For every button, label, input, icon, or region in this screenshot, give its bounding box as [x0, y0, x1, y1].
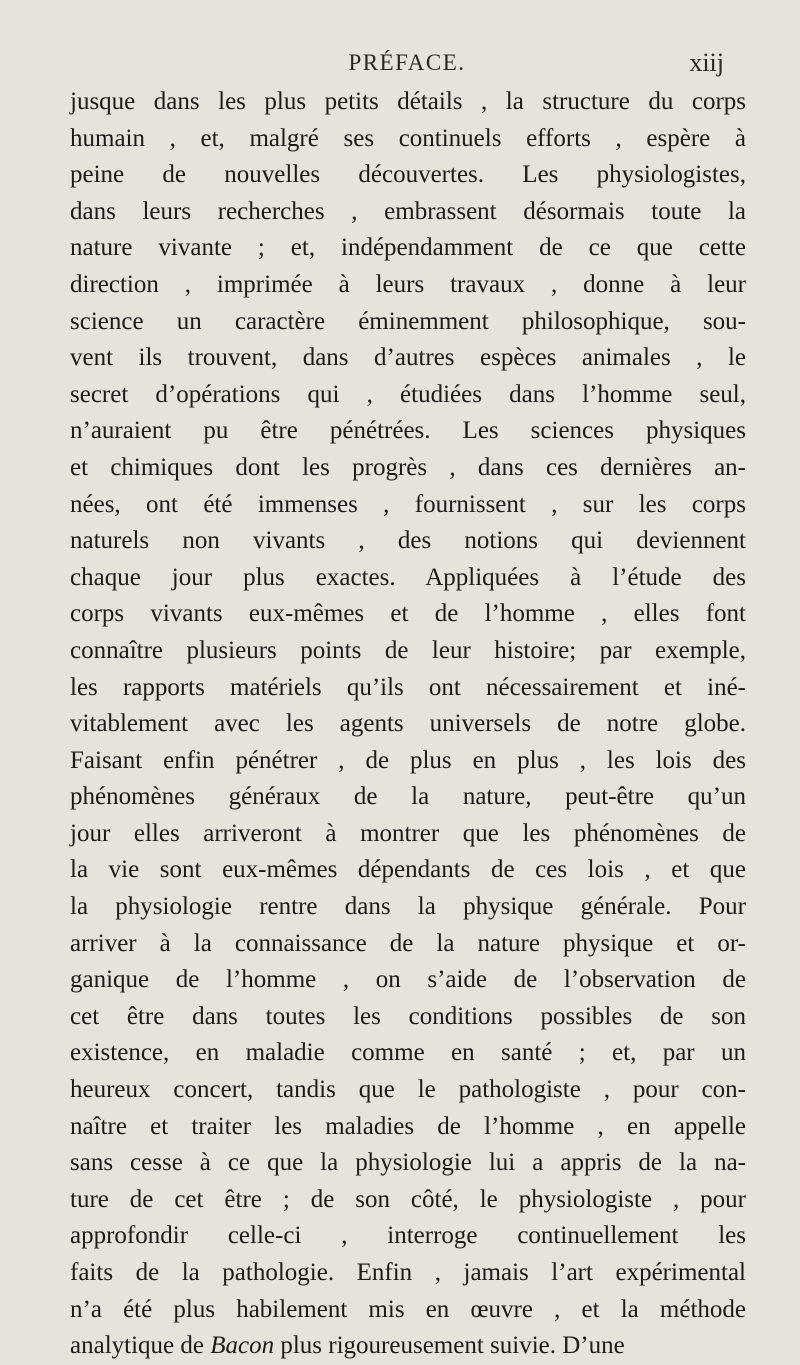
text-line: et chimiques dont les progrès , dans ces dernières an- — [70, 453, 746, 481]
text-line: jusque dans les plus petits détails , la structure du corps — [70, 88, 746, 115]
text-line: arriver à la connaissance de la nature physique et or- — [70, 929, 746, 957]
text-line: Faisant enfin pénétrer , de plus en plus , les lois des — [70, 746, 746, 774]
text-line: science un caractère éminemment philosophique, sou- — [70, 307, 746, 335]
text-line: dans leurs recherches , embrassent désormais toute la — [70, 197, 746, 225]
italic-name: Bacon — [210, 1332, 275, 1360]
text-run: analytique de — [70, 1332, 211, 1360]
text-line: nature vivante ; et, indépendamment de ce que cette — [70, 234, 746, 262]
text-line: ganique de l’homme , on s’aide de l’observation de — [70, 966, 746, 994]
text-line: direction , imprimée à leurs travaux , donne à leur — [70, 270, 746, 298]
running-head — [70, 0, 744, 84]
text-line: cet être dans toutes les conditions possibles de son — [70, 1002, 746, 1030]
text-line: naître et traiter les maladies de l’homme , en appelle — [70, 1112, 746, 1140]
text-line: approfondir celle-ci , interroge continuellement les — [70, 1222, 746, 1250]
text-line: connaître plusieurs points de leur histoire; par exemple, — [70, 636, 746, 664]
text-line: peine de nouvelles découvertes. Les physiologistes, — [70, 161, 746, 189]
text-line-last — [70, 1328, 746, 1365]
text-line: ture de cet être ; de son côté, le physiologiste , pour — [70, 1185, 746, 1213]
text-line: la physiologie rentre dans la physique générale. Pour — [70, 893, 746, 921]
text-line: existence, en maladie comme en santé ; et, par un — [70, 1039, 746, 1067]
text-line: humain , et, malgré ses continuels efforts , espère à — [70, 124, 746, 152]
text-line: phénomènes généraux de la nature, peut-être qu’un — [70, 783, 746, 811]
body-text — [70, 84, 746, 1365]
text-line: jour elles arriveront à montrer que les phénomènes de — [70, 819, 746, 847]
text-line: la vie sont eux-mêmes dépendants de ces lois , et que — [70, 856, 746, 884]
text-line: n’auraient pu être pénétrées. Les sciences physiques — [70, 417, 746, 445]
running-title: PRÉFACE. — [348, 50, 466, 75]
text-line: heureux concert, tandis que le pathologiste , pour con- — [70, 1076, 746, 1104]
text-line: secret d’opérations qui , étudiées dans l’homme seul, — [70, 380, 746, 408]
text-line: corps vivants eux-mêmes et de l’homme , elles font — [70, 600, 746, 628]
text-line: naturels non vivants , des notions qui deviennent — [70, 527, 746, 555]
text-line: nées, ont été immenses , fournissent , sur les corps — [70, 490, 746, 518]
text-line: n’a été plus habilement mis en œuvre , et la méthode — [70, 1295, 746, 1323]
text-line: chaque jour plus exactes. Appliquées à l’étude des — [70, 563, 746, 591]
text-line: faits de la pathologie. Enfin , jamais l’art expérimental — [70, 1259, 746, 1286]
page-number: xiij — [689, 48, 724, 77]
text-run: plus rigoureusement suivie. D’une — [274, 1332, 625, 1360]
text-line: vent ils trouvent, dans d’autres espèces animales , le — [70, 344, 746, 372]
text-line: les rapports matériels qu’ils ont nécessairement et iné- — [70, 673, 746, 701]
text-line: vitablement avec les agents universels de notre globe. — [70, 710, 746, 738]
text-line: sans cesse à ce que la physiologie lui a appris de la na- — [70, 1149, 746, 1177]
